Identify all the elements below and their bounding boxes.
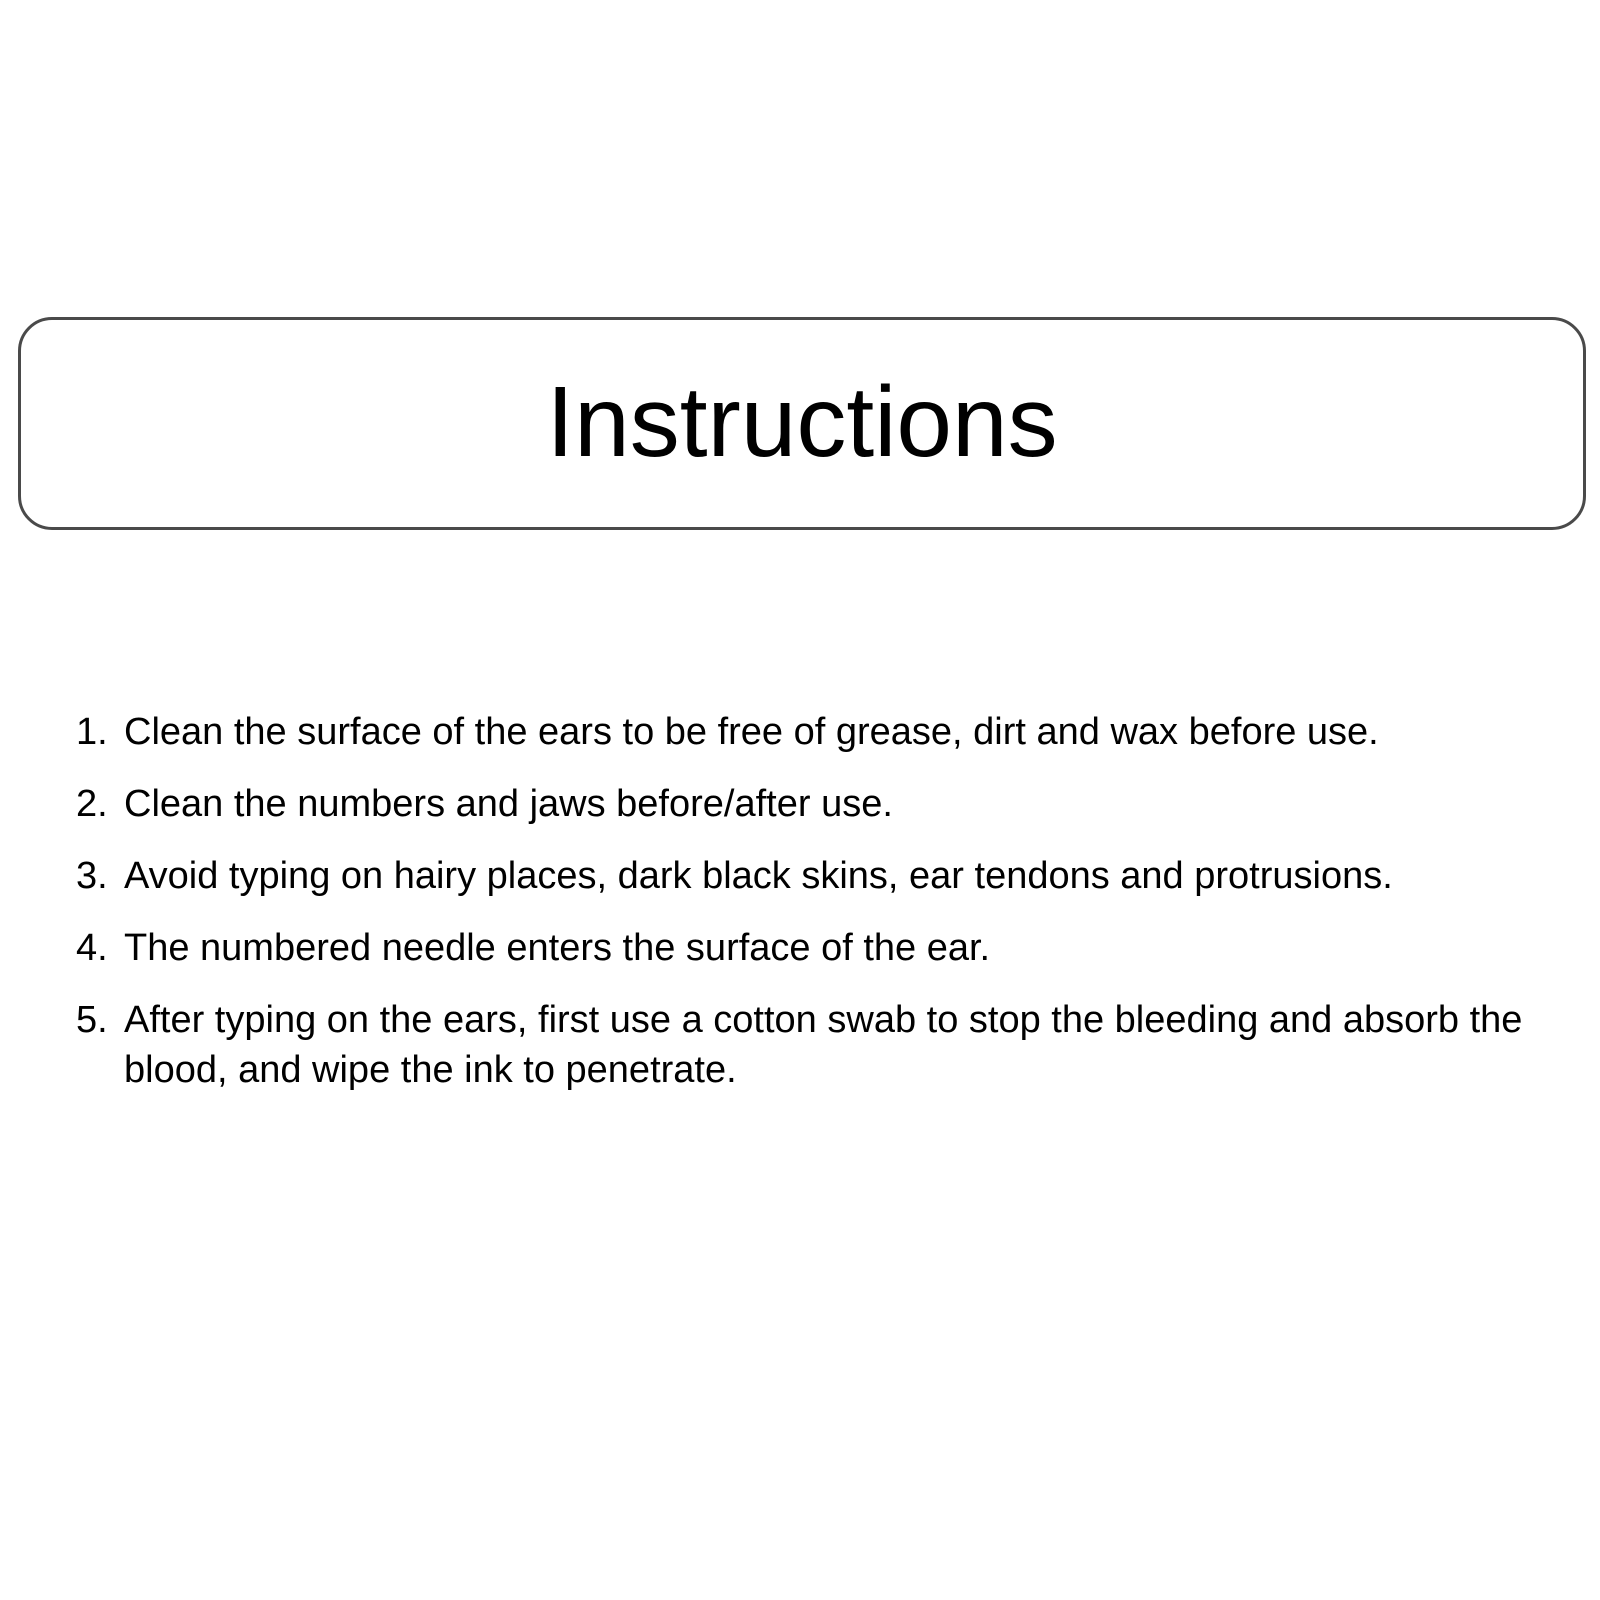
instruction-number: 5. xyxy=(76,999,108,1041)
instruction-item xyxy=(76,923,1576,973)
instruction-text: After typing on the ears, first use a cotton swab to stop the bleeding and absorb the blood, and wipe the ink to penetrate. xyxy=(124,999,1523,1091)
instruction-number: 1. xyxy=(76,711,108,753)
instruction-text: The numbered needle enters the surface of the ear. xyxy=(124,927,991,969)
instruction-text: Avoid typing on hairy places, dark black skins, ear tendons and protrusions. xyxy=(124,855,1393,897)
instruction-number: 4. xyxy=(76,927,108,969)
title-banner xyxy=(18,317,1586,530)
page-title: Instructions xyxy=(546,365,1058,478)
instruction-item xyxy=(76,707,1576,757)
instruction-item xyxy=(76,779,1576,829)
instruction-number: 3. xyxy=(76,855,108,897)
instruction-number: 2. xyxy=(76,783,108,825)
instruction-list xyxy=(76,707,1576,1117)
instruction-item xyxy=(76,851,1576,901)
instruction-item xyxy=(76,995,1576,1095)
instruction-text: Clean the surface of the ears to be free of grease, dirt and wax before use. xyxy=(124,711,1379,753)
instruction-text: Clean the numbers and jaws before/after use. xyxy=(124,783,893,825)
